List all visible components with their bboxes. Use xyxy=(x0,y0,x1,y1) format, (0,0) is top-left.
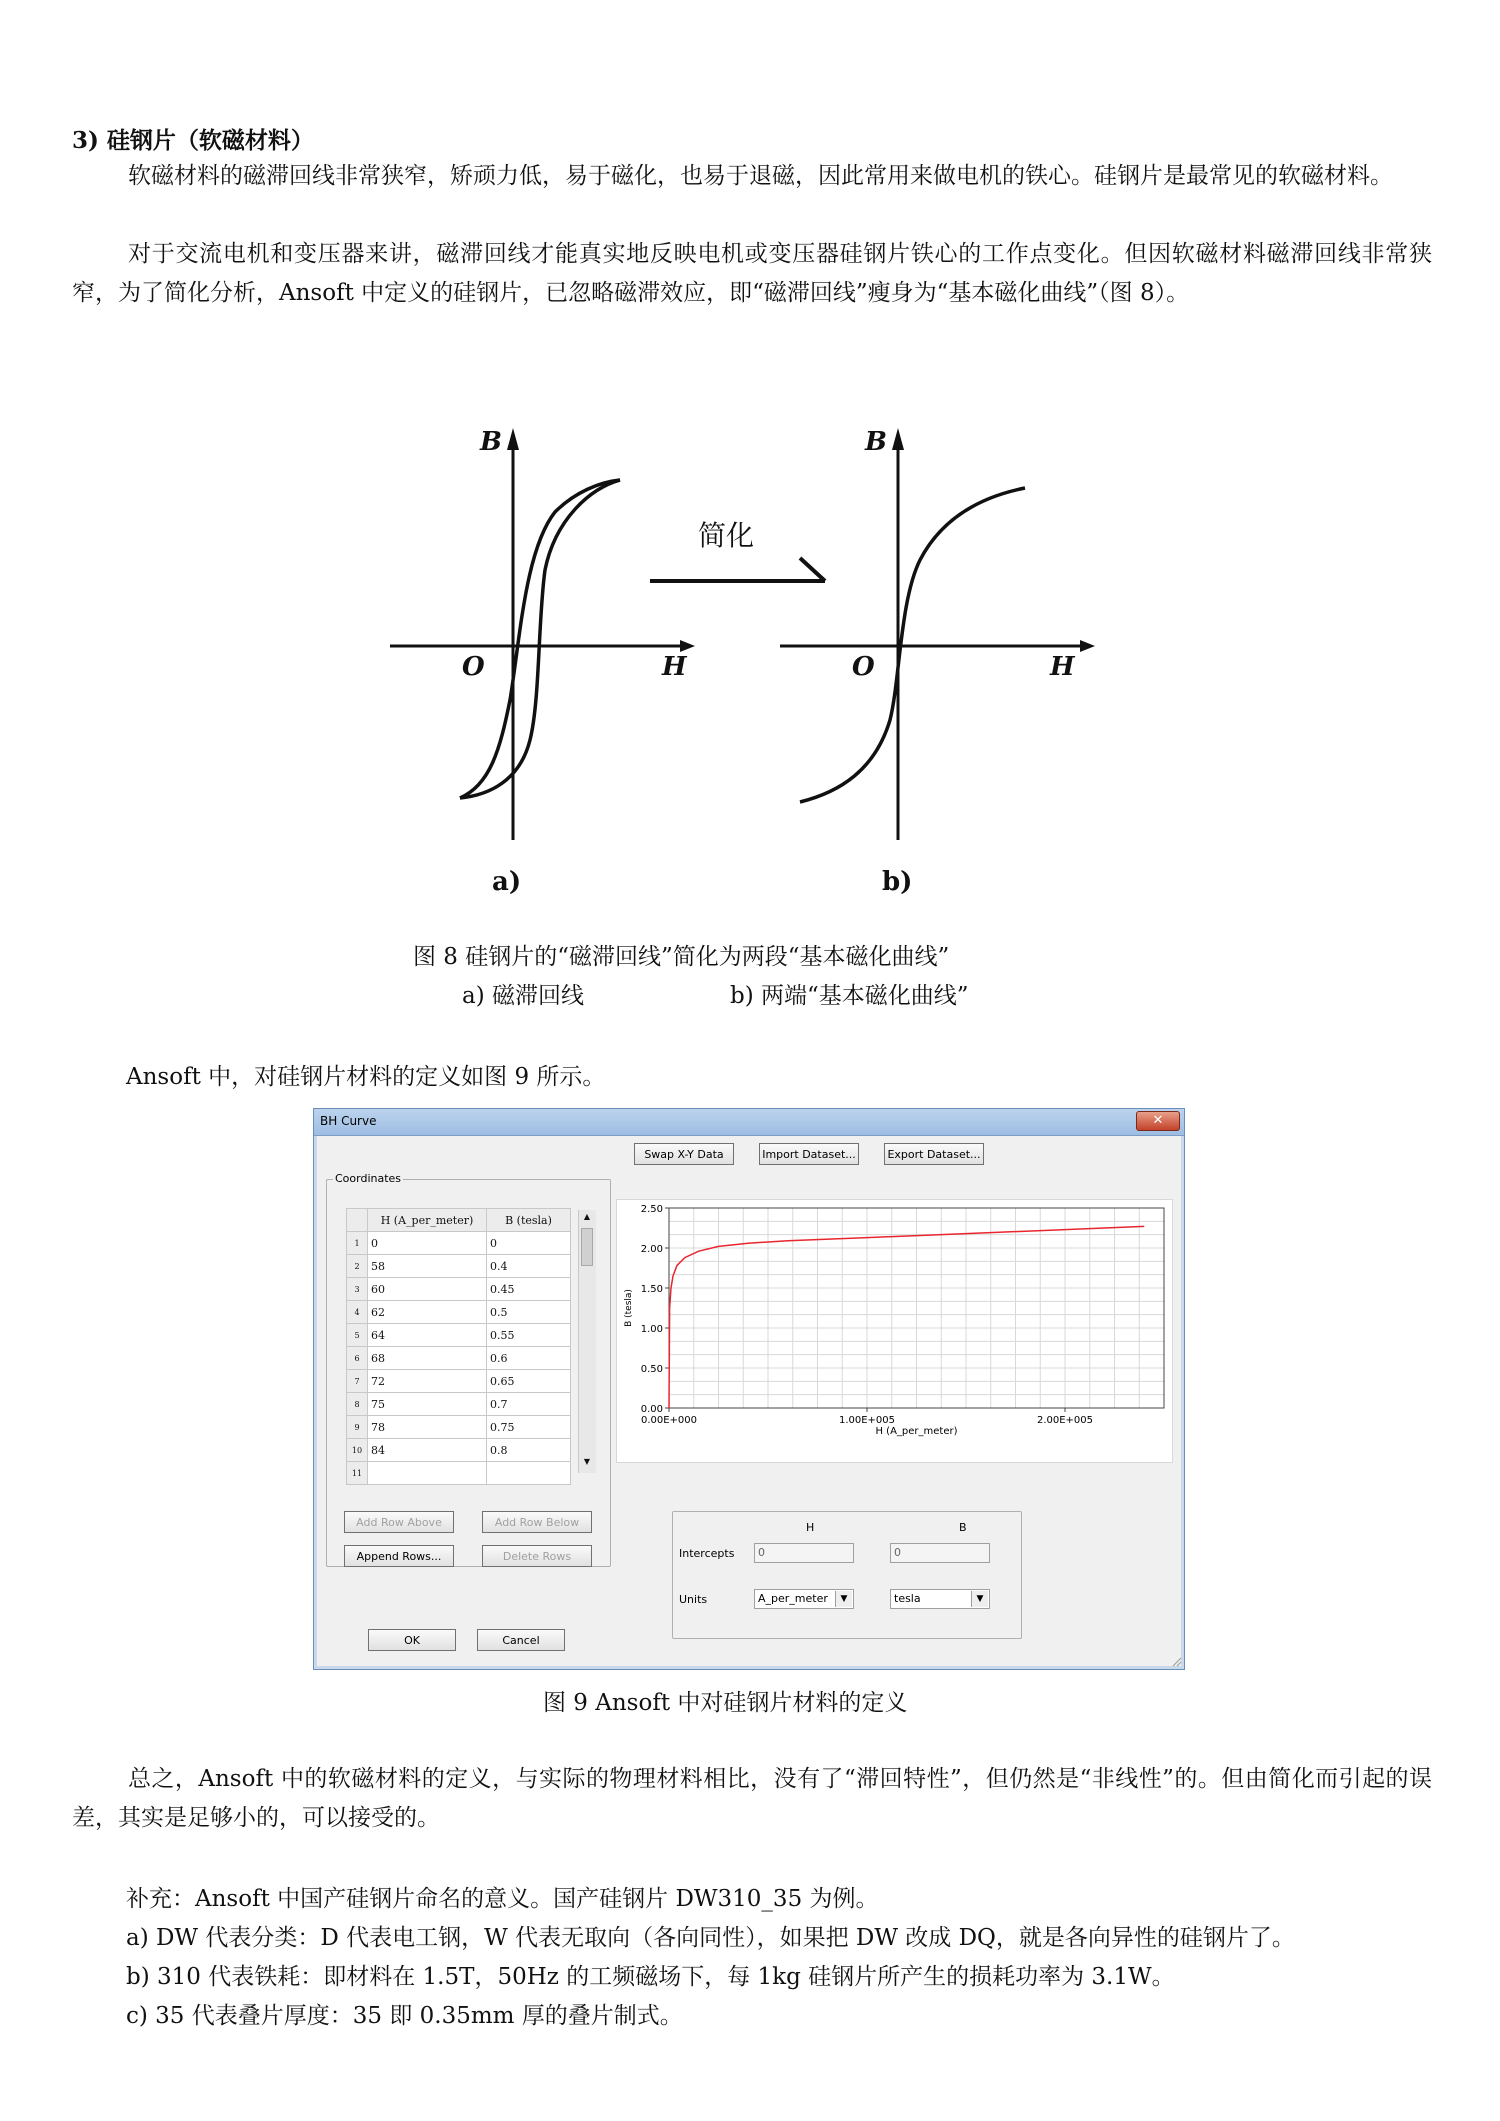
scroll-thumb[interactable] xyxy=(581,1228,593,1266)
unit-b-value: tesla xyxy=(894,1592,921,1605)
cell-h[interactable]: 60 xyxy=(368,1278,487,1301)
figure-9-intro: Ansoft 中，对硅钢片材料的定义如图 9 所示。 xyxy=(126,1064,606,1090)
intercepts-label: Intercepts xyxy=(679,1547,735,1560)
hysteresis-lower-branch xyxy=(460,480,620,798)
table-row[interactable] xyxy=(347,1347,571,1370)
y-tick-label: 1.50 xyxy=(640,1284,663,1295)
y-tick-label: 0.00 xyxy=(640,1404,663,1415)
row-number[interactable]: 6 xyxy=(347,1347,368,1370)
cell-b[interactable]: 0 xyxy=(487,1232,571,1255)
label-o-right: O xyxy=(852,652,875,682)
cell-h[interactable]: 78 xyxy=(368,1416,487,1439)
simplify-label: 简化 xyxy=(698,519,755,552)
paragraph-ansoft-definition: 对于交流电机和变压器来讲，磁滞回线才能真实地反映电机或变压器硅钢片铁心的工作点变化。但因软磁材料磁滞回线非常狭窄，为了简化分析，Ansoft 中定义的硅钢片，已忽略磁滞效应，即“磁滞回线”瘦身为“基本磁化曲线”（图 8）。 xyxy=(72,241,1432,306)
paragraph-soft-magnetic: 软磁材料的磁滞回线非常狭窄，矫顽力低，易于磁化，也易于退磁，因此常用来做电机的铁心。硅钢片是最常见的软磁材料。 xyxy=(128,163,1393,189)
table-row[interactable] xyxy=(347,1278,571,1301)
bh-plot-panel xyxy=(616,1199,1173,1463)
label-b-left: B xyxy=(480,427,502,457)
unit-b-select[interactable] xyxy=(890,1589,990,1609)
table-row[interactable] xyxy=(347,1416,571,1439)
cell-b[interactable]: 0.5 xyxy=(487,1301,571,1324)
bh-chart xyxy=(617,1200,1172,1462)
conclusion-paragraph: 总之，Ansoft 中的软磁材料的定义，与实际的物理材料相比，没有了“滞回特性”，但仍然是“非线性”的。但由简化而引起的误差，其实是足够小的，可以接受的。 xyxy=(72,1766,1432,1831)
section-heading: 3) 硅钢片（软磁材料） xyxy=(72,127,314,154)
row-number[interactable]: 7 xyxy=(347,1370,368,1393)
sub-label-b: b) xyxy=(882,867,913,897)
ok-button[interactable]: OK xyxy=(368,1629,456,1651)
x-tick-label: 0.00E+000 xyxy=(640,1415,698,1426)
coordinates-table xyxy=(346,1208,571,1485)
intercept-h-input[interactable]: 0 xyxy=(754,1543,854,1563)
figure-9-caption: 图 9 Ansoft 中对硅钢片材料的定义 xyxy=(543,1690,908,1716)
supplement-item-c: c) 35 代表叠片厚度：35 即 0.35mm 厚的叠片制式。 xyxy=(126,2003,683,2029)
y-tick-label: 2.00 xyxy=(640,1244,663,1255)
cancel-button[interactable]: Cancel xyxy=(477,1629,565,1651)
figure-8-caption: 图 8 硅钢片的“磁滞回线”简化为两段“基本磁化曲线” xyxy=(413,944,950,970)
y-axis-label: B (tesla) xyxy=(624,1289,634,1327)
table-row[interactable] xyxy=(347,1301,571,1324)
row-number[interactable]: 8 xyxy=(347,1393,368,1416)
table-row[interactable] xyxy=(347,1370,571,1393)
label-o-left: O xyxy=(462,652,485,682)
table-row[interactable] xyxy=(347,1393,571,1416)
close-button[interactable]: ✕ xyxy=(1136,1111,1180,1131)
cell-h[interactable]: 75 xyxy=(368,1393,487,1416)
unit-h-select[interactable] xyxy=(754,1589,854,1609)
coordinates-label: Coordinates xyxy=(335,1172,402,1185)
cell-b[interactable]: 0.65 xyxy=(487,1370,571,1393)
chevron-down-icon[interactable]: ▼ xyxy=(835,1591,852,1607)
table-corner xyxy=(347,1209,368,1232)
import-dataset-button[interactable]: Import Dataset... xyxy=(759,1143,859,1165)
table-scrollbar[interactable] xyxy=(578,1210,596,1473)
dialog-titlebar[interactable] xyxy=(314,1109,1184,1136)
label-b-right: B xyxy=(865,427,887,457)
row-number[interactable]: 1 xyxy=(347,1232,368,1255)
table-row[interactable] xyxy=(347,1255,571,1278)
scroll-up-icon[interactable]: ▲ xyxy=(583,1212,591,1221)
table-row[interactable] xyxy=(347,1232,571,1255)
cell-b[interactable]: 0.8 xyxy=(487,1439,571,1462)
scroll-down-icon[interactable]: ▼ xyxy=(583,1457,591,1466)
row-number[interactable]: 2 xyxy=(347,1255,368,1278)
cell-b[interactable]: 0.4 xyxy=(487,1255,571,1278)
cell-h[interactable] xyxy=(368,1462,487,1485)
row-number[interactable]: 5 xyxy=(347,1324,368,1347)
cell-h[interactable]: 64 xyxy=(368,1324,487,1347)
cell-h[interactable]: 72 xyxy=(368,1370,487,1393)
cell-b[interactable]: 0.7 xyxy=(487,1393,571,1416)
row-number[interactable]: 3 xyxy=(347,1278,368,1301)
y-tick-label: 1.00 xyxy=(640,1324,663,1335)
column-h-label: H xyxy=(806,1521,815,1534)
supplement-item-b: b) 310 代表铁耗：即材料在 1.5T，50Hz 的工频磁场下，每 1kg 硅钢片所产生的损耗功率为 3.1W。 xyxy=(126,1964,1175,1990)
intercepts-units-group xyxy=(672,1511,1022,1639)
cell-b[interactable]: 0.45 xyxy=(487,1278,571,1301)
cell-h[interactable]: 58 xyxy=(368,1255,487,1278)
table-row[interactable] xyxy=(347,1439,571,1462)
resize-grip-icon[interactable] xyxy=(1170,1655,1182,1667)
supplement-intro: 补充：Ansoft 中国产硅钢片命名的意义。国产硅钢片 DW310_35 为例。 xyxy=(126,1886,879,1912)
cell-h[interactable]: 68 xyxy=(368,1347,487,1370)
table-row[interactable] xyxy=(347,1324,571,1347)
cell-b[interactable]: 0.75 xyxy=(487,1416,571,1439)
row-number[interactable]: 11 xyxy=(347,1462,368,1485)
cell-b[interactable] xyxy=(487,1462,571,1485)
cell-h[interactable]: 84 xyxy=(368,1439,487,1462)
column-header-h[interactable]: H (A_per_meter) xyxy=(368,1209,487,1232)
label-h-left: H xyxy=(662,652,687,682)
chevron-down-icon[interactable]: ▼ xyxy=(971,1591,988,1607)
y-tick-label: 2.50 xyxy=(640,1204,663,1215)
units-label: Units xyxy=(679,1593,708,1606)
x-tick-label: 2.00E+005 xyxy=(1036,1415,1094,1426)
label-h-right: H xyxy=(1050,652,1075,682)
table-row[interactable] xyxy=(347,1462,571,1485)
cell-h[interactable]: 0 xyxy=(368,1232,487,1255)
row-number[interactable]: 10 xyxy=(347,1439,368,1462)
intercept-b-input[interactable]: 0 xyxy=(890,1543,990,1563)
unit-h-value: A_per_meter xyxy=(758,1592,828,1605)
figure-8-subcaption-a: a) 磁滞回线 xyxy=(462,983,584,1009)
figure-8-subcaption-b: b) 两端“基本磁化曲线” xyxy=(730,983,969,1009)
cell-b[interactable]: 0.55 xyxy=(487,1324,571,1347)
cell-h[interactable]: 62 xyxy=(368,1301,487,1324)
export-dataset-button[interactable]: Export Dataset... xyxy=(884,1143,984,1165)
y-tick-label: 0.50 xyxy=(640,1364,663,1375)
column-header-b[interactable]: B (tesla) xyxy=(487,1209,571,1232)
sub-label-a: a) xyxy=(492,867,522,897)
x-tick-label: 1.00E+005 xyxy=(838,1415,896,1426)
x-axis-label: H (A_per_meter) xyxy=(875,1426,958,1437)
append-rows-button[interactable]: Append Rows... xyxy=(344,1545,454,1567)
add-row-below-button[interactable]: Add Row Below xyxy=(482,1511,592,1533)
dialog-title: BH Curve xyxy=(320,1114,377,1128)
row-number[interactable]: 4 xyxy=(347,1301,368,1324)
figure-8-hysteresis-diagram xyxy=(350,400,1140,920)
column-b-label: B xyxy=(959,1521,967,1534)
add-row-above-button[interactable]: Add Row Above xyxy=(344,1511,454,1533)
supplement-item-a: a) DW 代表分类：D 代表电工钢，W 代表无取向（各向同性），如果把 DW 改成 DQ，就是各向异性的硅钢片了。 xyxy=(126,1925,1295,1951)
swap-xy-button[interactable]: Swap X-Y Data xyxy=(634,1143,734,1165)
cell-b[interactable]: 0.6 xyxy=(487,1347,571,1370)
bh-curve-line xyxy=(669,1226,1144,1408)
row-number[interactable]: 9 xyxy=(347,1416,368,1439)
delete-rows-button[interactable]: Delete Rows xyxy=(482,1545,592,1567)
